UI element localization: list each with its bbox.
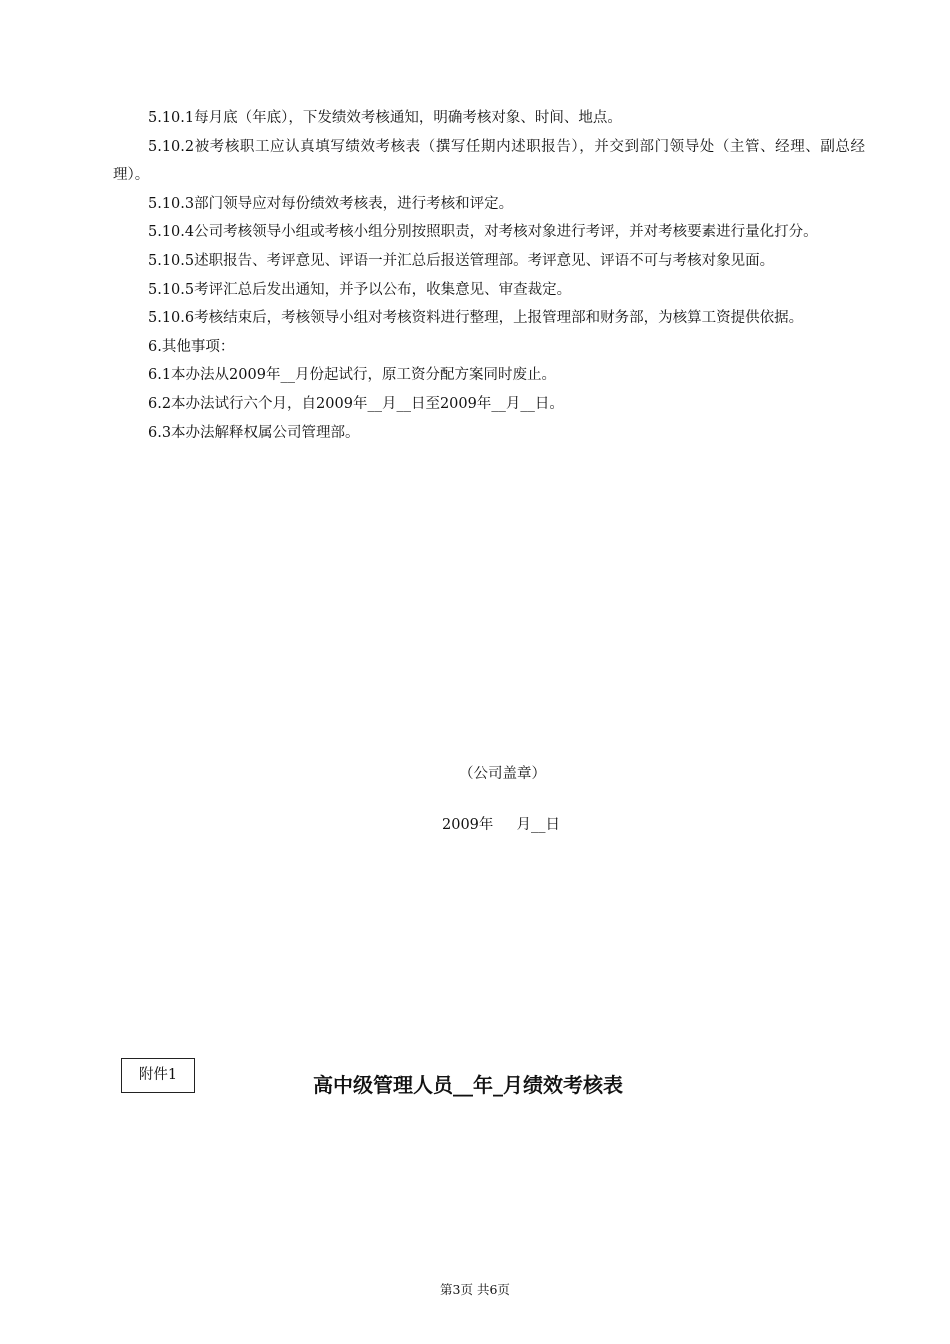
paragraph: 6.2本办法试行六个月，自2009年__月__日至2009年__月__日。 <box>148 395 564 412</box>
paragraph: 6.3本办法解释权属公司管理部。 <box>148 424 360 441</box>
paragraph: 5.10.2被考核职工应认真填写绩效考核表（撰写任期内述职报告），并交到部门领导处（主管、经理、副总经理）。 <box>113 138 865 184</box>
paragraph: 5.10.5考评汇总后发出通知，并予以公布，收集意见、审查裁定。 <box>148 281 572 298</box>
attachment-label: 附件1 <box>121 1058 195 1093</box>
paragraph: 5.10.5述职报告、考评意见、评语一并汇总后报送管理部。考评意见、评语不可与考核对象见面。 <box>148 252 775 269</box>
body-text <box>113 104 865 447</box>
paragraph: 5.10.4公司考核领导小组或考核小组分别按照职责，对考核对象进行考评，并对考核要素进行量化打分。 <box>148 224 818 241</box>
paragraph: 5.10.3部门领导应对每份绩效考核表，进行考核和评定。 <box>148 195 514 212</box>
paragraph: 6.1本办法从2009年__月份起试行，原工资分配方案同时废止。 <box>148 367 556 384</box>
paragraph: 5.10.6考核结束后，考核领导小组对考核资料进行整理，上报管理部和财务部，为核算工资提供依据。 <box>148 310 804 327</box>
form-title: 高中级管理人员__年_月绩效考核表 <box>313 1073 623 1097</box>
signature-date: 2009年 月__日 <box>442 817 560 833</box>
page-footer: 第3页 共6页 <box>440 1282 510 1297</box>
paragraph: 5.10.1每月底（年底），下发绩效考核通知，明确考核对象、时间、地点。 <box>148 110 622 126</box>
company-seal-label: （公司盖章） <box>459 766 546 782</box>
section-heading: 6.其他事项： <box>148 338 235 355</box>
